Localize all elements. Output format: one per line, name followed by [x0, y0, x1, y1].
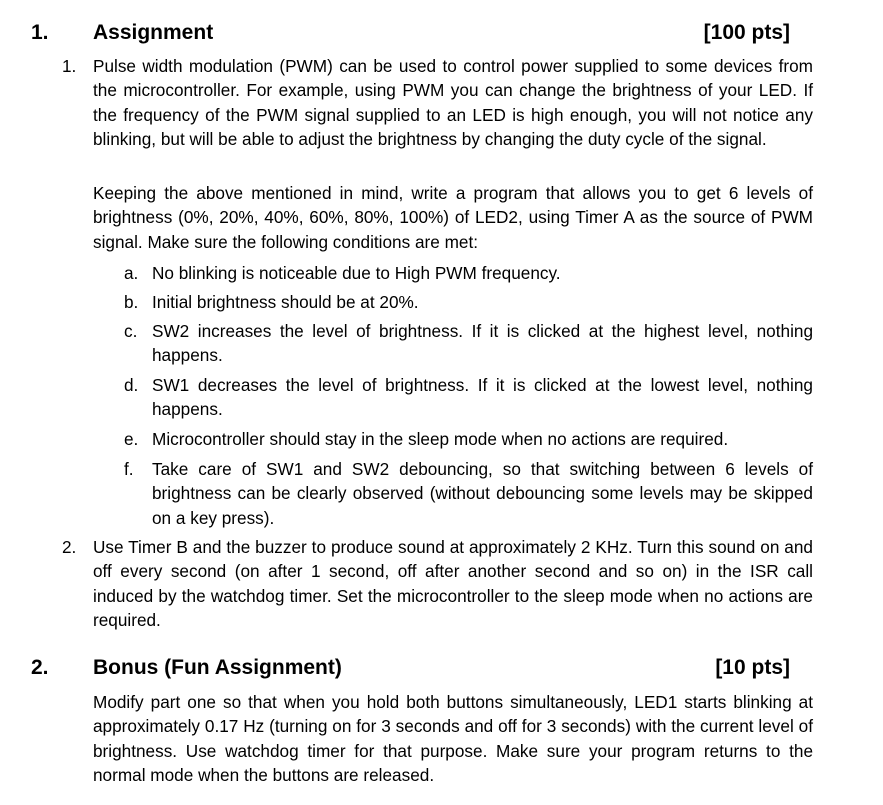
question-1-paragraph-2: Keeping the above mentioned in mind, write a program that allows you to get 6 levels of brightness (0%, 20%, 40%, 60%, 80%, 100%) of LED2, using Timer A as the source of PWM signal. Make sure the following conditions are met: [93, 183, 813, 252]
section-1-title: Assignment [93, 21, 214, 44]
section-1-points: [100 pts] [703, 21, 790, 44]
section-2-number: 2. [31, 656, 49, 679]
condition-d-text: SW1 decreases the level of brightness. If it is clicked at the lowest level, nothing happens. [152, 375, 813, 420]
question-2-marker: 2. [62, 537, 77, 557]
condition-c-text: SW2 increases the level of brightness. If it is clicked at the highest level, nothing happens. [152, 321, 813, 366]
question-1-marker: 1. [62, 56, 77, 76]
condition-e-marker: e. [124, 429, 139, 449]
question-1-paragraph-1: Pulse width modulation (PWM) can be used to control power supplied to some devices from the microcontroller. For example, using PWM you can change the brightness of your LED. If the frequency of the PWM signal supplied to an LED is high enough, you will not notice any blinking, but will be able to adjust the brightness by changing the duty cycle of the signal. [93, 56, 813, 149]
condition-b-text: Initial brightness should be at 20%. [152, 292, 419, 312]
condition-b-marker: b. [124, 292, 139, 312]
condition-a-text: No blinking is noticeable due to High PWM frequency. [152, 263, 561, 283]
condition-f-marker: f. [124, 459, 134, 479]
section-2-title: Bonus (Fun Assignment) [93, 656, 342, 679]
section-1-number: 1. [31, 21, 49, 44]
condition-d-marker: d. [124, 375, 139, 395]
condition-a-marker: a. [124, 263, 139, 283]
question-2-text: Use Timer B and the buzzer to produce sound at approximately 2 KHz. Turn this sound on and off every second (on after 1 second, off after another second and so on) in the ISR call induced by the watchdog timer. Set the microcontroller to the sleep mode when no actions are required. [93, 537, 813, 630]
condition-e-text: Microcontroller should stay in the sleep mode when no actions are required. [152, 429, 729, 449]
bonus-text: Modify part one so that when you hold both buttons simultaneously, LED1 starts blinking at approximately 0.17 Hz (turning on for 3 seconds and off for 3 seconds) with the current level of brightness. Use watchdog timer for that purpose. Make sure your program returns to the normal mode when the buttons are released. [93, 692, 813, 785]
condition-f-text: Take care of SW1 and SW2 debouncing, so that switching between 6 levels of brightness can be clearly observed (without debouncing some levels may be skipped on a key press). [152, 459, 813, 528]
condition-c-marker: c. [124, 321, 138, 341]
section-2-points: [10 pts] [715, 656, 790, 679]
